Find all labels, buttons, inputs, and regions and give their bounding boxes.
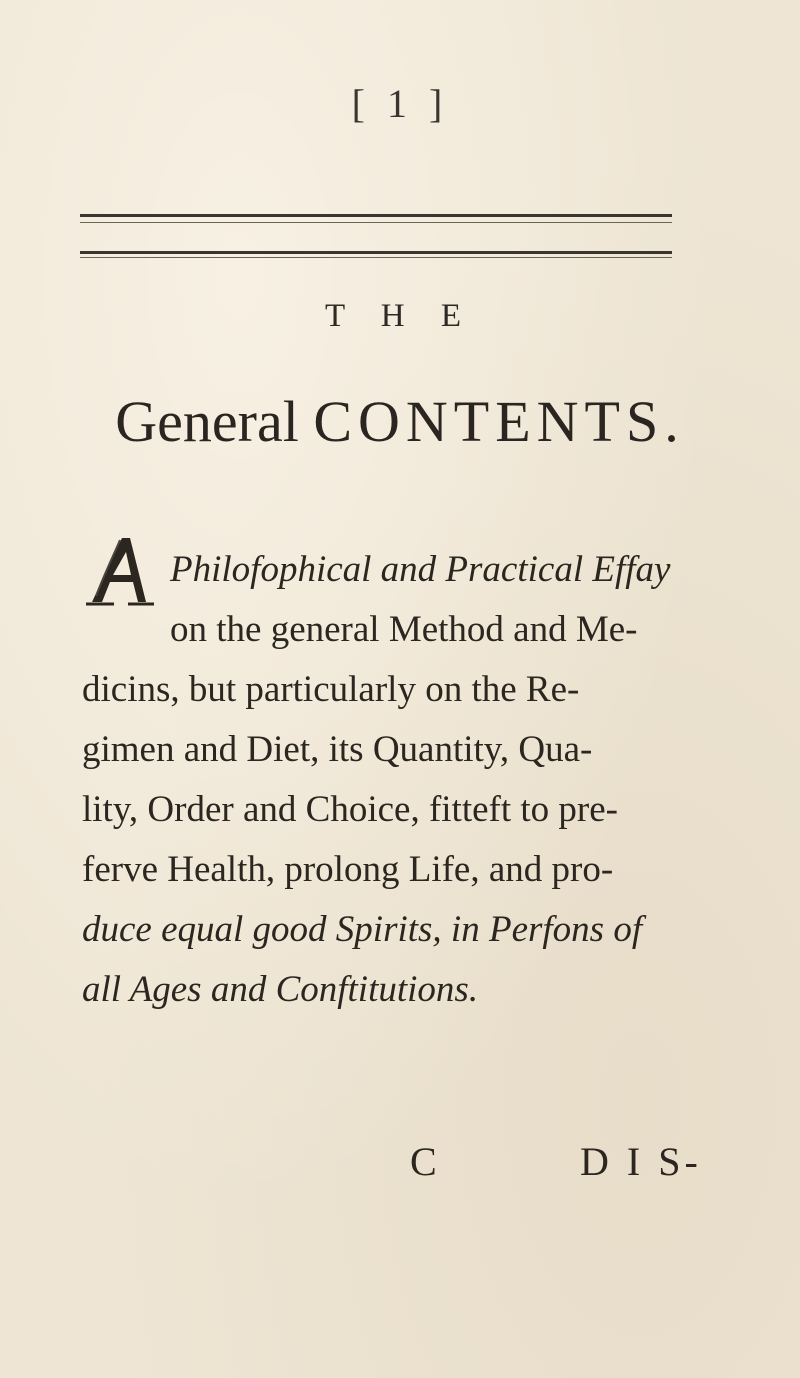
text-line [82,540,732,600]
top-rule-thin [80,222,672,223]
text-line [82,960,732,1020]
text-line-1: Philofophical and Practical Effay [170,549,671,590]
text-line [82,660,732,720]
page-number: [ 1 ] [351,81,449,126]
title-word: General [115,389,299,454]
page-footer [0,1138,800,1198]
text-line-6: ferve Health, prolong Life, and pro- [82,849,614,890]
text-line-8: all Ages and Conftitutions. [82,969,479,1010]
the-heading: T H E [324,298,476,334]
second-rule [80,251,672,254]
catchword: D I S- [580,1139,702,1184]
page-title [0,388,800,455]
text-line-3: dicins, but particularly on the Re- [82,669,580,710]
text-line-5: lity, Order and Choice, fitteft to pre- [82,789,618,830]
text-line [82,780,732,840]
text-line-7: duce equal good Spirits, in Perfons of [82,909,643,950]
signature-mark: C [410,1139,437,1184]
essay-description [82,540,732,1020]
text-line-2: on the general Method and Me- [170,609,638,650]
second-rule-thin [80,257,672,258]
title-caps: CONTENTS. [313,389,685,454]
text-line [82,720,732,780]
text-line-4: gimen and Diet, its Quantity, Qua- [82,729,593,770]
top-rule [80,214,672,217]
text-line [82,900,732,960]
text-line [82,840,732,900]
text-line [82,600,732,660]
